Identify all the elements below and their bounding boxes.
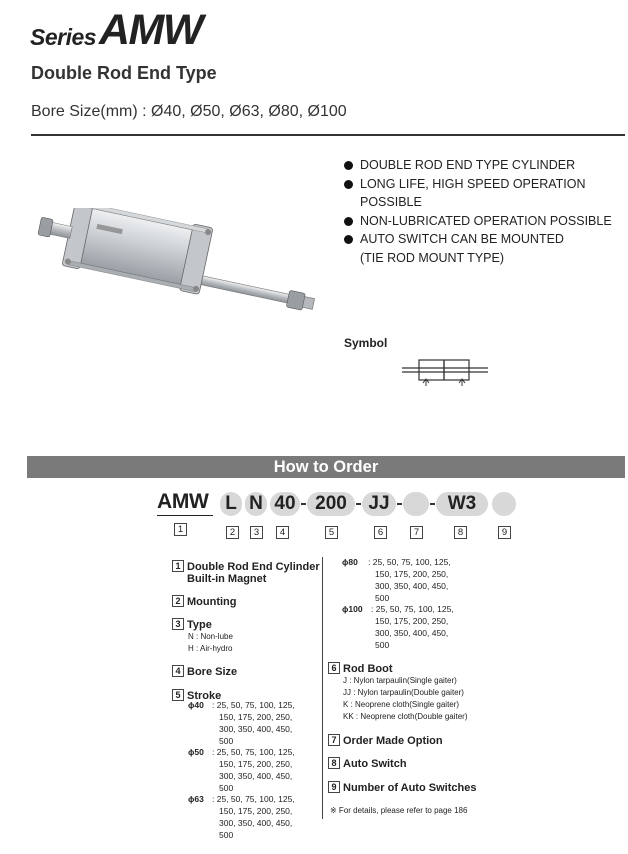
- legend-item-mounting: 2 Mounting: [172, 595, 236, 608]
- cylinder-product-image: [30, 208, 330, 326]
- series-word: Series: [30, 24, 97, 50]
- page-subtitle: Double Rod End Type: [31, 63, 217, 83]
- rod-boot-option: J : Nylon tarpaulin(Single gaiter): [343, 676, 457, 685]
- order-segment-switch-count: [492, 492, 516, 516]
- header-rule: [31, 134, 625, 136]
- rod-boot-option: KK : Neoprene cloth(Double gaiter): [343, 712, 468, 721]
- position-number: 4: [276, 526, 289, 539]
- position-number: 5: [325, 526, 338, 539]
- order-segment-option: [403, 492, 429, 516]
- type-option: H : Air-hydro: [188, 644, 233, 653]
- bullet-icon: [344, 217, 353, 226]
- feature-item: NON-LUBRICATED OPERATION POSSIBLE: [343, 212, 628, 231]
- position-number: 1: [174, 523, 187, 536]
- feature-item: DOUBLE ROD END TYPE CYLINDER: [343, 156, 628, 175]
- type-option: N : Non-lube: [188, 632, 233, 641]
- stroke-block-100: ϕ100 : 25, 50, 75, 100, 125, 150, 175, 200, 250, 300, 350, 400, 450, 500: [342, 604, 454, 650]
- stroke-block-50: ϕ50 : 25, 50, 75, 100, 125, 150, 175, 200, 250, 300, 350, 400, 450, 500: [188, 747, 295, 793]
- legend-item-order-option: 7 Order Made Option: [328, 734, 443, 747]
- pneumatic-symbol-icon: [402, 355, 488, 387]
- legend-item-stroke: 5 Stroke: [172, 689, 221, 702]
- order-segment-stroke: 200: [307, 492, 355, 516]
- legend-item-switch-count: 9 Number of Auto Switches: [328, 781, 476, 794]
- legend-item-cylinder: 1 Double Rod End Cylinder Built-in Magnet: [172, 560, 320, 585]
- feature-list: [343, 156, 628, 268]
- order-segment-bore: 40: [270, 492, 300, 516]
- position-number: 9: [498, 526, 511, 539]
- order-segment-type: N: [245, 492, 267, 516]
- rod-boot-option: JJ : Nylon tarpaulin(Double gaiter): [343, 688, 464, 697]
- separator-dash: [301, 503, 306, 505]
- symbol-label: Symbol: [344, 336, 388, 350]
- separator-dash: [430, 503, 435, 505]
- legend-item-bore: 4 Bore Size: [172, 665, 237, 678]
- separator-dash: [356, 503, 361, 505]
- position-number: 8: [454, 526, 467, 539]
- position-number: 7: [410, 526, 423, 539]
- legend-item-type: 3 Type: [172, 618, 212, 631]
- feature-item: LONG LIFE, HIGH SPEED OPERATION POSSIBLE: [343, 175, 628, 212]
- position-number: 3: [250, 526, 263, 539]
- rod-boot-option: K : Neoprene cloth(Single gaiter): [343, 700, 460, 709]
- page-reference-note: ※ For details, please refer to page 186: [330, 806, 468, 815]
- column-divider: [322, 557, 323, 819]
- stroke-block-80: ϕ80 : 25, 50, 75, 100, 125, 150, 175, 200, 250, 300, 350, 400, 450, 500: [342, 557, 451, 603]
- series-name: AMW: [99, 6, 202, 54]
- order-segment-auto-switch: W3: [436, 492, 488, 516]
- stroke-block-63: ϕ63 : 25, 50, 75, 100, 125, 150, 175, 200, 250, 300, 350, 400, 450, 500: [188, 794, 295, 840]
- bullet-icon: [344, 235, 353, 244]
- order-segment-rod-boot: JJ: [362, 492, 396, 516]
- feature-item: AUTO SWITCH CAN BE MOUNTED (TIE ROD MOUNT TYPE): [343, 230, 590, 267]
- prefix-underline: [157, 515, 213, 516]
- position-number: 6: [374, 526, 387, 539]
- bore-size-line: Bore Size(mm) : Ø40, Ø50, Ø63, Ø80, Ø100: [31, 103, 347, 120]
- stroke-block-40: ϕ40 : 25, 50, 75, 100, 125, 150, 175, 200, 250, 300, 350, 400, 450, 500: [188, 700, 295, 746]
- legend-item-rod-boot: 6 Rod Boot: [328, 662, 392, 675]
- order-code-prefix: AMW: [157, 490, 209, 513]
- legend-item-auto-switch: 8 Auto Switch: [328, 757, 407, 770]
- bullet-icon: [344, 161, 353, 170]
- order-segment-mounting: L: [220, 492, 242, 516]
- how-to-order-header: How to Order: [27, 456, 625, 478]
- position-number: 2: [226, 526, 239, 539]
- separator-dash: [397, 503, 402, 505]
- bullet-icon: [344, 180, 353, 189]
